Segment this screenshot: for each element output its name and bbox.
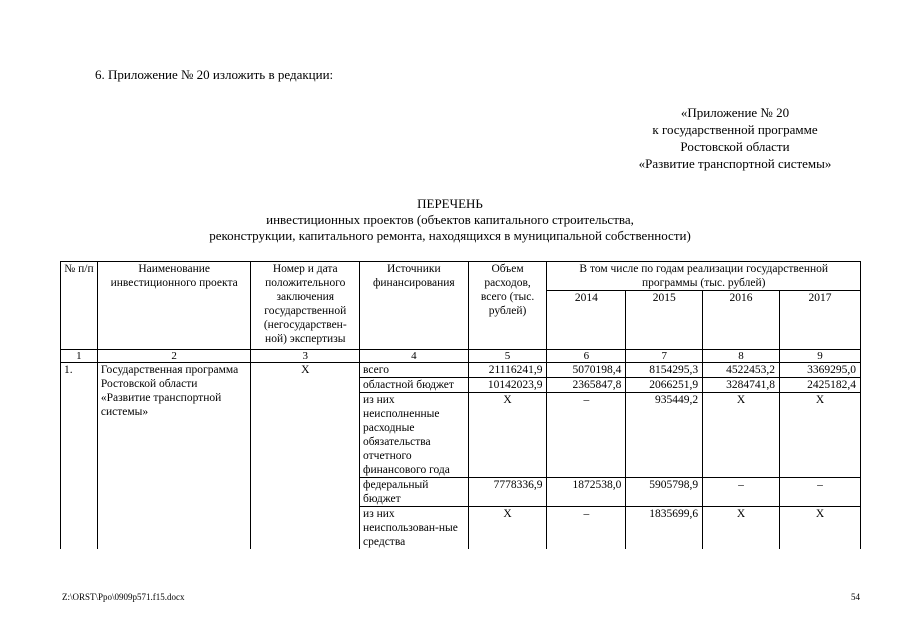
header-years-group: В том числе по годам реализации государственной программы (тыс. рублей) — [547, 262, 861, 291]
header-expertise: Номер и дата положительного заключения государственной (негосударствен-ной) экспертизы — [251, 262, 360, 350]
total-value: Х — [468, 393, 547, 478]
heading-line-2: инвестиционных проектов (объектов капитального строительства, — [266, 212, 634, 227]
value-2014: 1872538,0 — [547, 478, 626, 507]
column-index: 8 — [703, 350, 780, 363]
header-total: Объем расходов, всего (тыс. рублей) — [468, 262, 547, 350]
value-2015: 2066251,9 — [626, 378, 703, 393]
value-2015: 8154295,3 — [626, 363, 703, 378]
column-index: 4 — [360, 350, 469, 363]
header-num: № п/п — [61, 262, 98, 350]
funding-source: областной бюджет — [360, 378, 469, 393]
value-2017: Х — [779, 393, 860, 478]
heading-title: ПЕРЕЧЕНЬ — [417, 196, 483, 211]
value-2016: 3284741,8 — [703, 378, 780, 393]
value-2017: 2425182,4 — [779, 378, 860, 393]
column-index: 5 — [468, 350, 547, 363]
appendix-line-3: Ростовской области — [680, 139, 790, 154]
header-year-2017: 2017 — [779, 291, 860, 350]
project-name: Государственная программа Ростовской области «Развитие транспортной системы» — [97, 363, 251, 550]
table-row — [61, 363, 861, 378]
value-2015: 935449,2 — [626, 393, 703, 478]
column-index: 6 — [547, 350, 626, 363]
column-index-row — [61, 350, 861, 363]
column-index: 9 — [779, 350, 860, 363]
value-2014: – — [547, 507, 626, 550]
value-2016: – — [703, 478, 780, 507]
table-header-row-1 — [61, 262, 861, 291]
header-year-2016: 2016 — [703, 291, 780, 350]
column-index: 1 — [61, 350, 98, 363]
value-2017: – — [779, 478, 860, 507]
value-2014: 2365847,8 — [547, 378, 626, 393]
appendix-line-2: к государственной программе — [652, 122, 818, 137]
value-2017: 3369295,0 — [779, 363, 860, 378]
header-funding-source: Источники финансирования — [360, 262, 469, 350]
column-index: 3 — [251, 350, 360, 363]
column-index: 2 — [97, 350, 251, 363]
funding-source: из них неиспользован-ные средства — [360, 507, 469, 550]
column-index: 7 — [626, 350, 703, 363]
total-value: 10142023,9 — [468, 378, 547, 393]
value-2015: 1835699,6 — [626, 507, 703, 550]
footer-page-number: 54 — [851, 592, 860, 602]
appendix-line-4: «Развитие транспортной системы» — [638, 156, 832, 171]
value-2014: – — [547, 393, 626, 478]
header-year-2015: 2015 — [626, 291, 703, 350]
total-value: Х — [468, 507, 547, 550]
value-2014: 5070198,4 — [547, 363, 626, 378]
amendment-intro: 6. Приложение № 20 изложить в редакции: — [95, 67, 334, 82]
value-2016: Х — [703, 507, 780, 550]
value-2017: Х — [779, 507, 860, 550]
heading-line-3: реконструкции, капитального ремонта, находящихся в муниципальной собственности) — [209, 228, 691, 243]
total-value: 21116241,9 — [468, 363, 547, 378]
project-expertise: Х — [251, 363, 360, 550]
value-2015: 5905798,9 — [626, 478, 703, 507]
header-project-name: Наименование инвестиционного проекта — [97, 262, 251, 350]
appendix-caption — [630, 104, 840, 172]
funding-source: из них неисполненные расходные обязательства отчетного финансового года — [360, 393, 469, 478]
footer-file-path: Z:\ORST\Ppo\0909p571.f15.docx — [62, 592, 185, 602]
appendix-line-1: «Приложение № 20 — [680, 105, 790, 120]
value-2016: Х — [703, 393, 780, 478]
investment-projects-table — [60, 261, 861, 549]
document-heading — [150, 196, 750, 244]
value-2016: 4522453,2 — [703, 363, 780, 378]
header-year-2014: 2014 — [547, 291, 626, 350]
total-value: 7778336,9 — [468, 478, 547, 507]
funding-source: федеральный бюджет — [360, 478, 469, 507]
project-number: 1. — [61, 363, 98, 550]
funding-source: всего — [360, 363, 469, 378]
